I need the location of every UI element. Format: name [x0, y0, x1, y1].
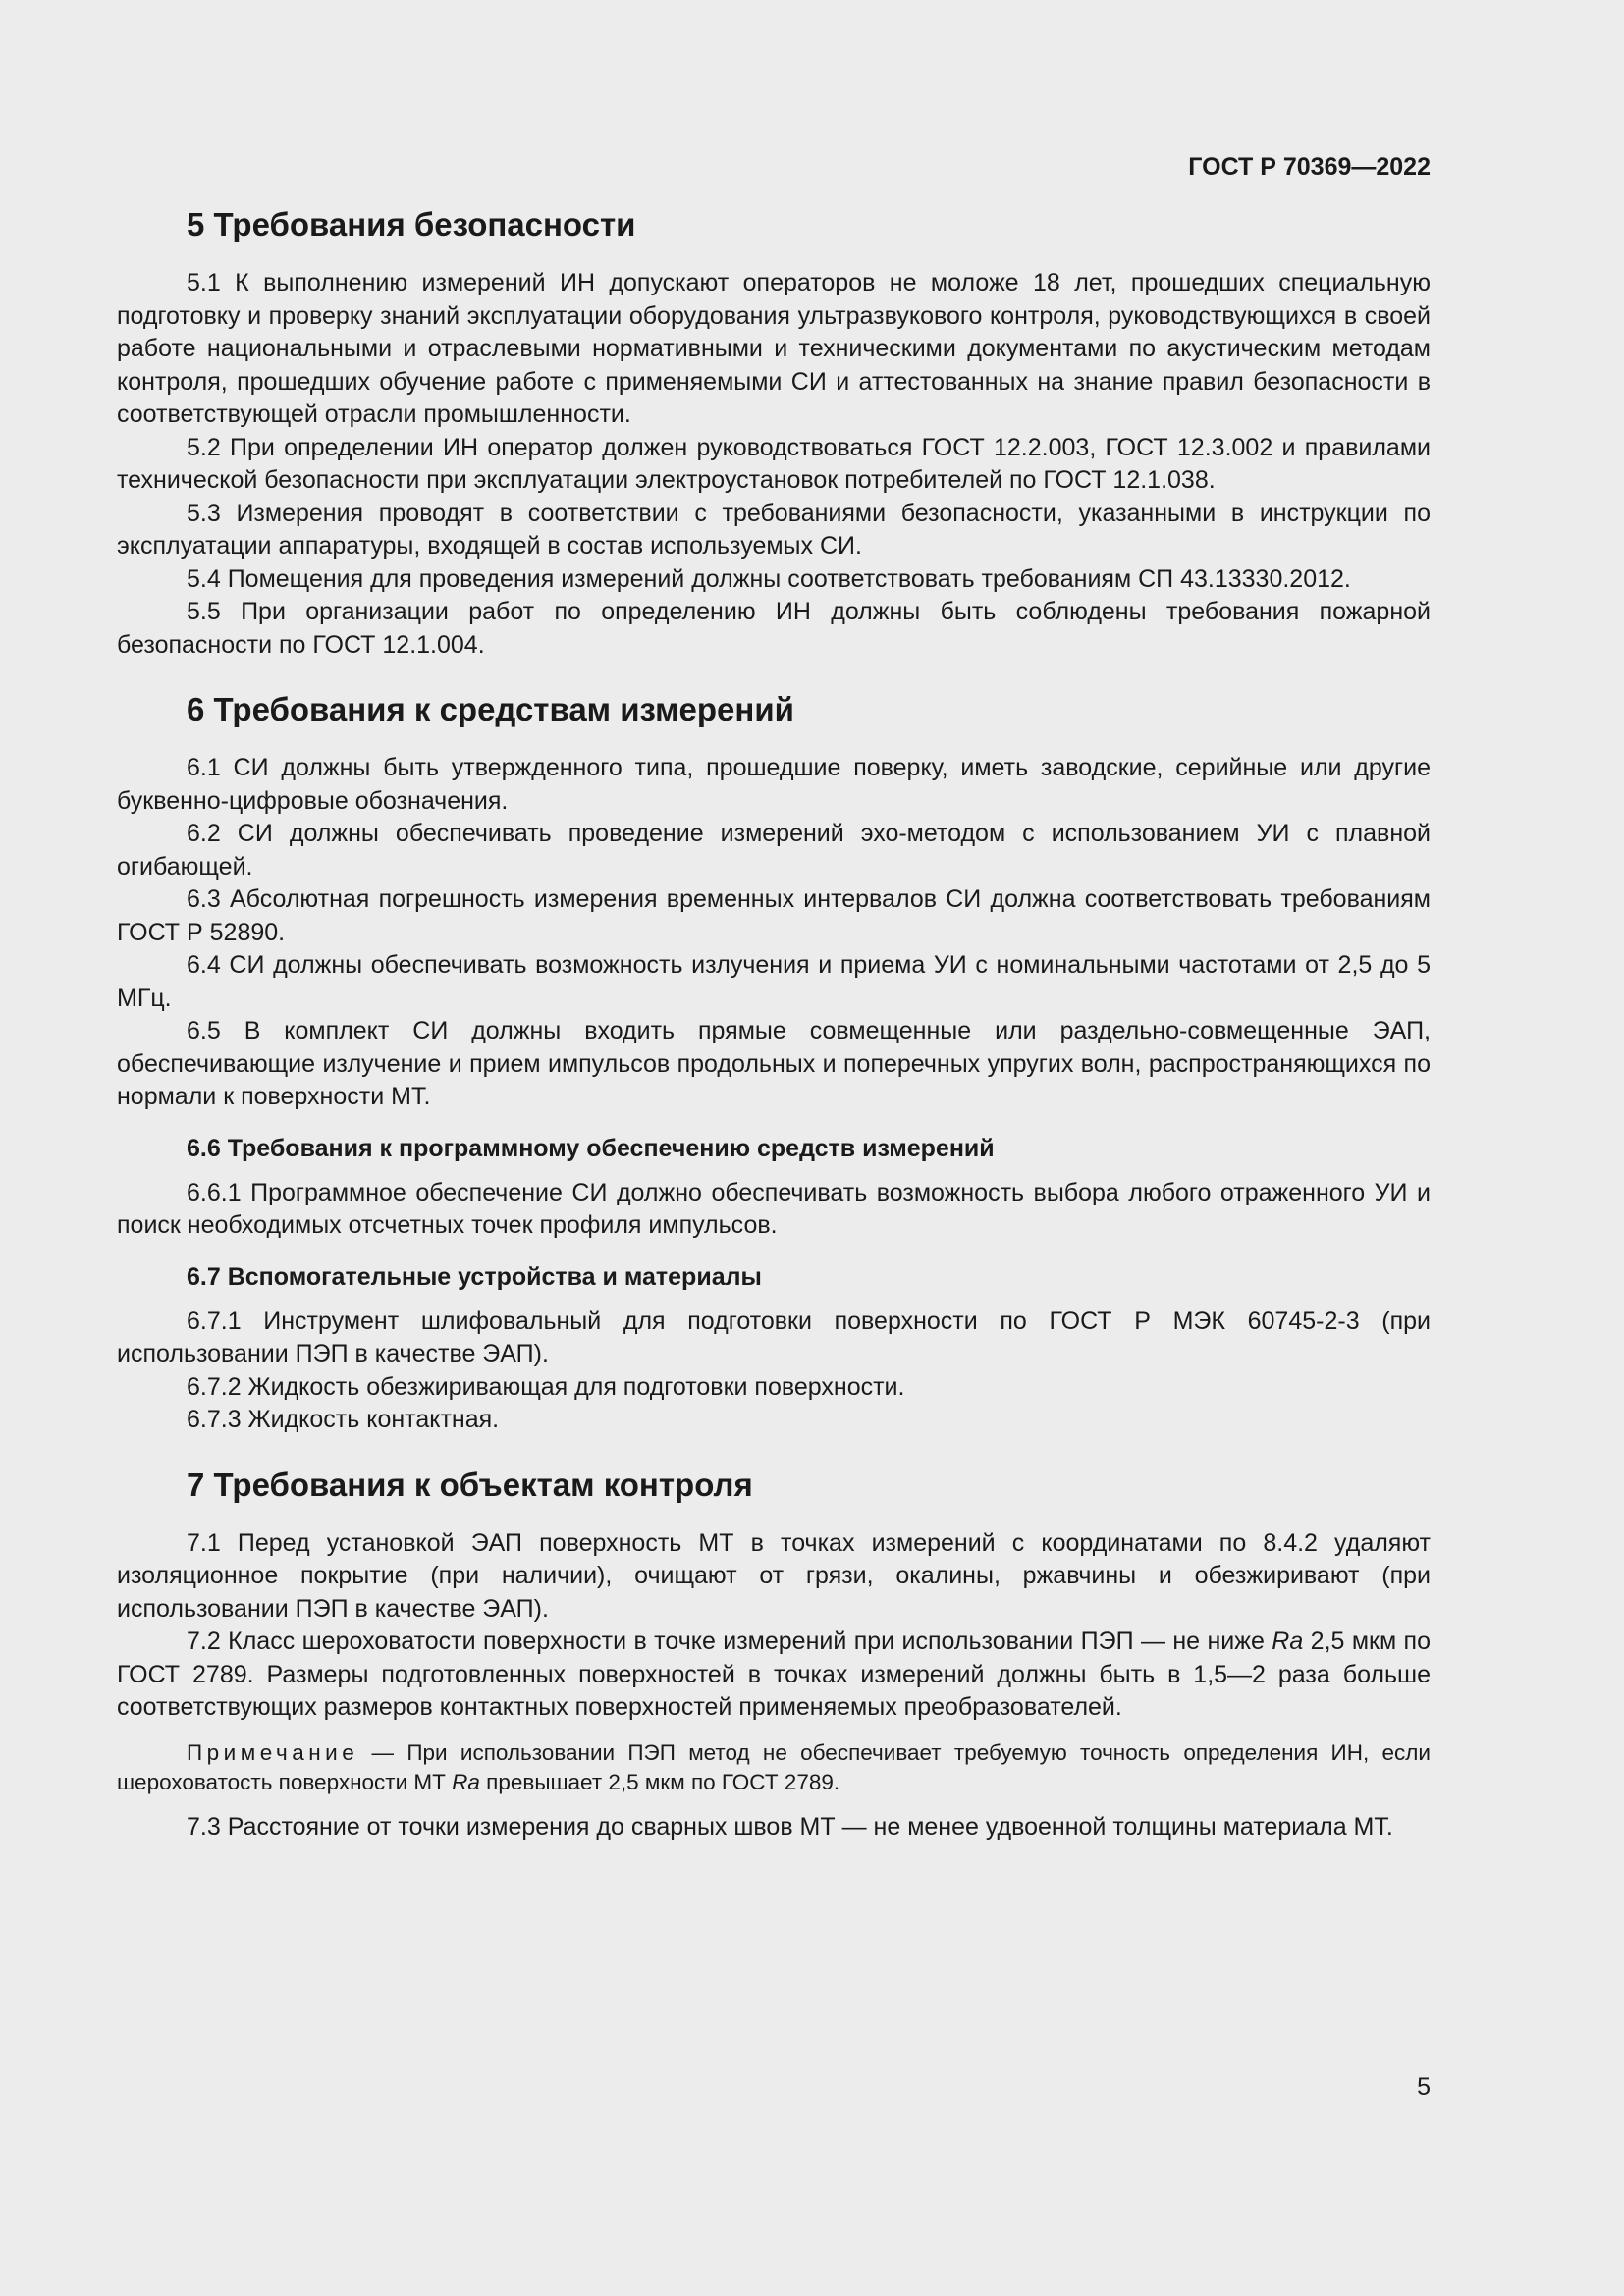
paragraph-6-1: 6.1 СИ должны быть утвержденного типа, прошедшие поверку, иметь заводские, серийные или другие буквенно-цифровые обозначения. — [117, 754, 1431, 815]
note-text-b: превышает 2,5 мкм по ГОСТ 2789. — [479, 1769, 840, 1794]
section-6-heading: 6 Требования к средствам измерений — [187, 691, 794, 727]
paragraph-6-7-2: 6.7.2 Жидкость обезжиривающая для подготовки поверхности. — [187, 1372, 905, 1401]
paragraph-6-5: 6.5 В комплект СИ должны входить прямые совмещенные или раздельно-совмещенные ЭАП, обеспечивающие излучение и прием импульсов продольных и поперечных упругих волн, распространяющихся по нормали к поверхности МТ. — [117, 1017, 1431, 1110]
note-label: Примечание — [187, 1739, 359, 1765]
paragraph-6-3: 6.3 Абсолютная погрешность измерения временных интервалов СИ должна соответствовать требованиям ГОСТ Р 52890. — [117, 885, 1431, 946]
page-number: 5 — [1417, 2073, 1431, 2101]
paragraph-7-2-text-b: 2,5 мкм по ГОСТ 2789. Размеры подготовленных поверхностей в точках измерений должны быть в 1,5—2 раза больше соответствующих размеров контактных поверхностей применяемых преобразователей. — [117, 1628, 1431, 1721]
note-text-a: — При использовании ПЭП метод не обеспечивает требуемую точность определения ИН, если шероховатость поверхности МТ — [117, 1739, 1431, 1794]
paragraph-7-2-ra: Ra — [1272, 1628, 1304, 1655]
document-id-header: ГОСТ Р 70369—2022 — [1188, 153, 1431, 181]
document-page — [117, 137, 1431, 1843]
paragraph-5-2: 5.2 При определении ИН оператор должен руководствоваться ГОСТ 12.2.003, ГОСТ 12.3.002 и правилами технической безопасности при эксплуатации электроустановок потребителей по ГОСТ 12.1.038. — [117, 433, 1431, 494]
paragraph-7-2-text-a: 7.2 Класс шероховатости поверхности в точке измерений при использовании ПЭП — не ниже — [187, 1628, 1272, 1655]
paragraph-5-1: 5.1 К выполнению измерений ИН допускают операторов не моложе 18 лет, прошедших специальную подготовку и проверку знаний эксплуатации оборудования ультразвукового контроля, руководствующихся в своей работе национальными и отраслевыми нормативными и техническими документами по акустическим методам контроля, прошедших обучение работе с применяемыми СИ и аттестованных на знание правил безопасности в соответствующей отрасли промышленности. — [117, 269, 1431, 428]
paragraph-6-7-1: 6.7.1 Инструмент шлифовальный для подготовки поверхности по ГОСТ Р МЭК 60745-2-3 (при использовании ПЭП в качестве ЭАП). — [117, 1307, 1431, 1367]
note-ra: Ra — [452, 1769, 480, 1794]
note-paragraph — [117, 1738, 1431, 1797]
paragraph-5-3: 5.3 Измерения проводят в соответствии с требованиями безопасности, указанными в инструкции по эксплуатации аппаратуры, входящей в состав используемых СИ. — [117, 499, 1431, 560]
subsection-6-7-heading: 6.7 Вспомогательные устройства и материалы — [187, 1262, 762, 1291]
subsection-6-6-heading: 6.6 Требования к программному обеспечению средств измерений — [187, 1134, 995, 1162]
section-7-heading: 7 Требования к объектам контроля — [187, 1466, 753, 1503]
paragraph-6-7-3: 6.7.3 Жидкость контактная. — [187, 1406, 500, 1433]
paragraph-7-1: 7.1 Перед установкой ЭАП поверхность МТ в точках измерений с координатами по 8.4.2 удаляют изоляционное покрытие (при наличии), очищают от грязи, окалины, ржавчины и обезжиривают (при использовании ПЭП в качестве ЭАП). — [117, 1528, 1431, 1623]
paragraph-6-4: 6.4 СИ должны обеспечивать возможность излучения и приема УИ с номинальными частотами от 2,5 до 5 МГц. — [117, 951, 1431, 1012]
paragraph-5-5: 5.5 При организации работ по определению ИН должны быть соблюдены требования пожарной безопасности по ГОСТ 12.1.004. — [117, 598, 1431, 659]
paragraph-6-6-1: 6.6.1 Программное обеспечение СИ должно обеспечивать возможность выбора любого отраженного УИ и поиск необходимых отсчетных точек профиля импульсов. — [117, 1178, 1431, 1239]
paragraph-5-4: 5.4 Помещения для проведения измерений должны соответствовать требованиям СП 43.13330.2012. — [187, 564, 1351, 593]
section-5-heading: 5 Требования безопасности — [187, 206, 636, 242]
paragraph-7-2 — [117, 1626, 1431, 1725]
paragraph-7-3: 7.3 Расстояние от точки измерения до сварных швов МТ — не менее удвоенной толщины материала МТ. — [187, 1812, 1393, 1841]
paragraph-6-2: 6.2 СИ должны обеспечивать проведение измерений эхо-методом с использованием УИ с плавной огибающей. — [117, 820, 1431, 881]
